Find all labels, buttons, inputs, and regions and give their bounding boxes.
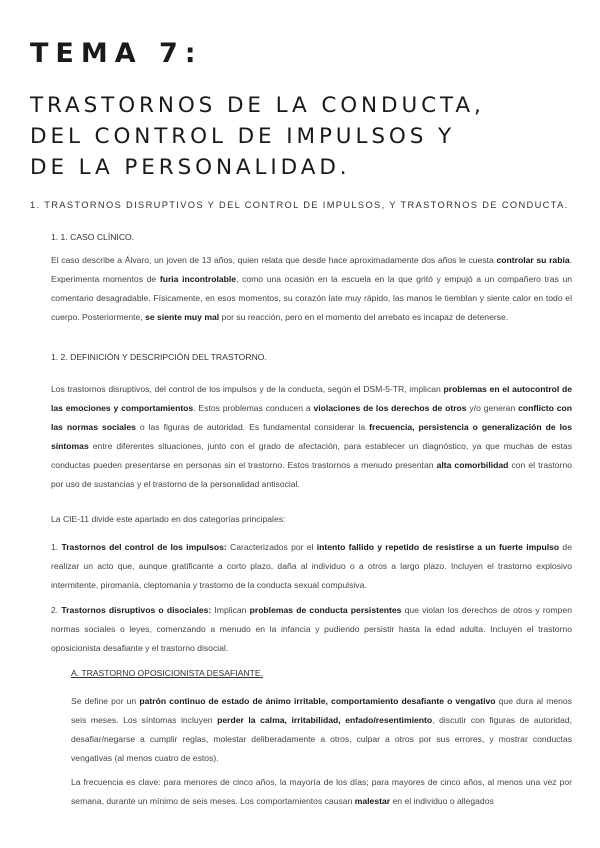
paragraph-category-1: 1. Trastornos del control de los impulsos: Caracterizados por el intento fallido y repetido de resistirse a un fuerte impulso de realizar un acto que, aunque gratificante a corto plazo, daña al individuo o a otros a largo plazo. Incluyen el trastorno explosivo intermitente, piromanía, cleptomanía y trastorno de la conducta sexual compulsiva.: [51, 542, 572, 590]
paragraph-tod-2: La frecuencia es clave: para menores de cinco años, la mayoría de los días; para mayores de cinco años, al menos una vez por semana, durante un mínimo de seis meses. Los comportamientos causan malestar en el individuo o allegados: [71, 777, 572, 806]
title-line: DE LA PERSONALIDAD.: [30, 155, 351, 180]
topic-number: TEMA 7:: [30, 38, 203, 69]
paragraph-tod-1: Se define por un patrón continuo de estado de ánimo irritable, comportamiento desafiante o vengativo que dura al menos seis meses. Los síntomas incluyen perder la calma, irritabilidad, enfado/resentimiento, discutir con figuras de autoridad, desafiar/negarse a cumplir reglas, molestar deliberadamente a otros, culpar a otros por sus errores, y mostrar conductas vengativas (al menos cuatro de estos).: [71, 696, 573, 763]
title-line: TRASTORNOS DE LA CONDUCTA,: [30, 93, 485, 118]
document-title: [30, 90, 590, 183]
subsection-heading-tod: A. TRASTORNO OPOSICIONISTA DESAFIANTE.: [71, 668, 263, 678]
paragraph-definicion: Los trastornos disruptivos, del control de los impulsos y de la conducta, según el DSM-5-TR, implican problemas en el autocontrol de las emociones y comportamientos. Estos problemas conducen a violaciones de los derechos de otros y/o generan conflicto con las normas sociales o las figuras de autoridad. Es fundamental considerar la frecuencia, persistencia o generalización de los síntomas entre diferentes situaciones, junto con el grado de afectación, para establecer un diagnóstico, ya que muchas de estas conductas pueden presentarse en personas sin el trastorno. Estos trastornos a menudo presentan alta comorbilidad con el trastorno por uso de sustancias y el trastorno de la personalidad antisocial.: [51, 384, 573, 489]
paragraph-cie: La CIE-11 divide este apartado en dos categorías principales:: [51, 514, 286, 524]
paragraph-category-2: 2. Trastornos disruptivos o disociales: Implican problemas de conducta persistentes que violan los derechos de otros y rompen normas sociales o leyes, comenzando a menudo en la infancia y pudiendo persistir hasta la edad adulta. Incluyen el trastorno oposicionista desafiante y el trastorno disocial.: [51, 605, 572, 653]
subsection-heading-caso: 1. 1. CASO CLÍNICO.: [51, 232, 135, 242]
section-heading-1: 1. TRASTORNOS DISRUPTIVOS Y DEL CONTROL DE IMPULSOS, Y TRASTORNOS DE CONDUCTA.: [30, 200, 569, 210]
subsection-heading-definicion: 1. 2. DEFINICIÓN Y DESCRIPCIÓN DEL TRASTORNO.: [51, 352, 267, 362]
title-line: DEL CONTROL DE IMPULSOS Y: [30, 124, 456, 149]
paragraph-caso: El caso describe a Álvaro, un joven de 13 años, quien relata que desde hace aproximadamente dos años le cuesta controlar su rabia. Experimenta momentos de furia incontrolable, como una ocasión en la escuela en la que gritó y empujó a un compañero tras un comentario desagradable. Físicamente, en esos momentos, su corazón late muy rápido, las manos le tiemblan y siente calor en todo el cuerpo. Posteriormente, se siente muy mal por su reacción, pero en el momento del arrebato es incapaz de detenerse.: [51, 255, 573, 322]
